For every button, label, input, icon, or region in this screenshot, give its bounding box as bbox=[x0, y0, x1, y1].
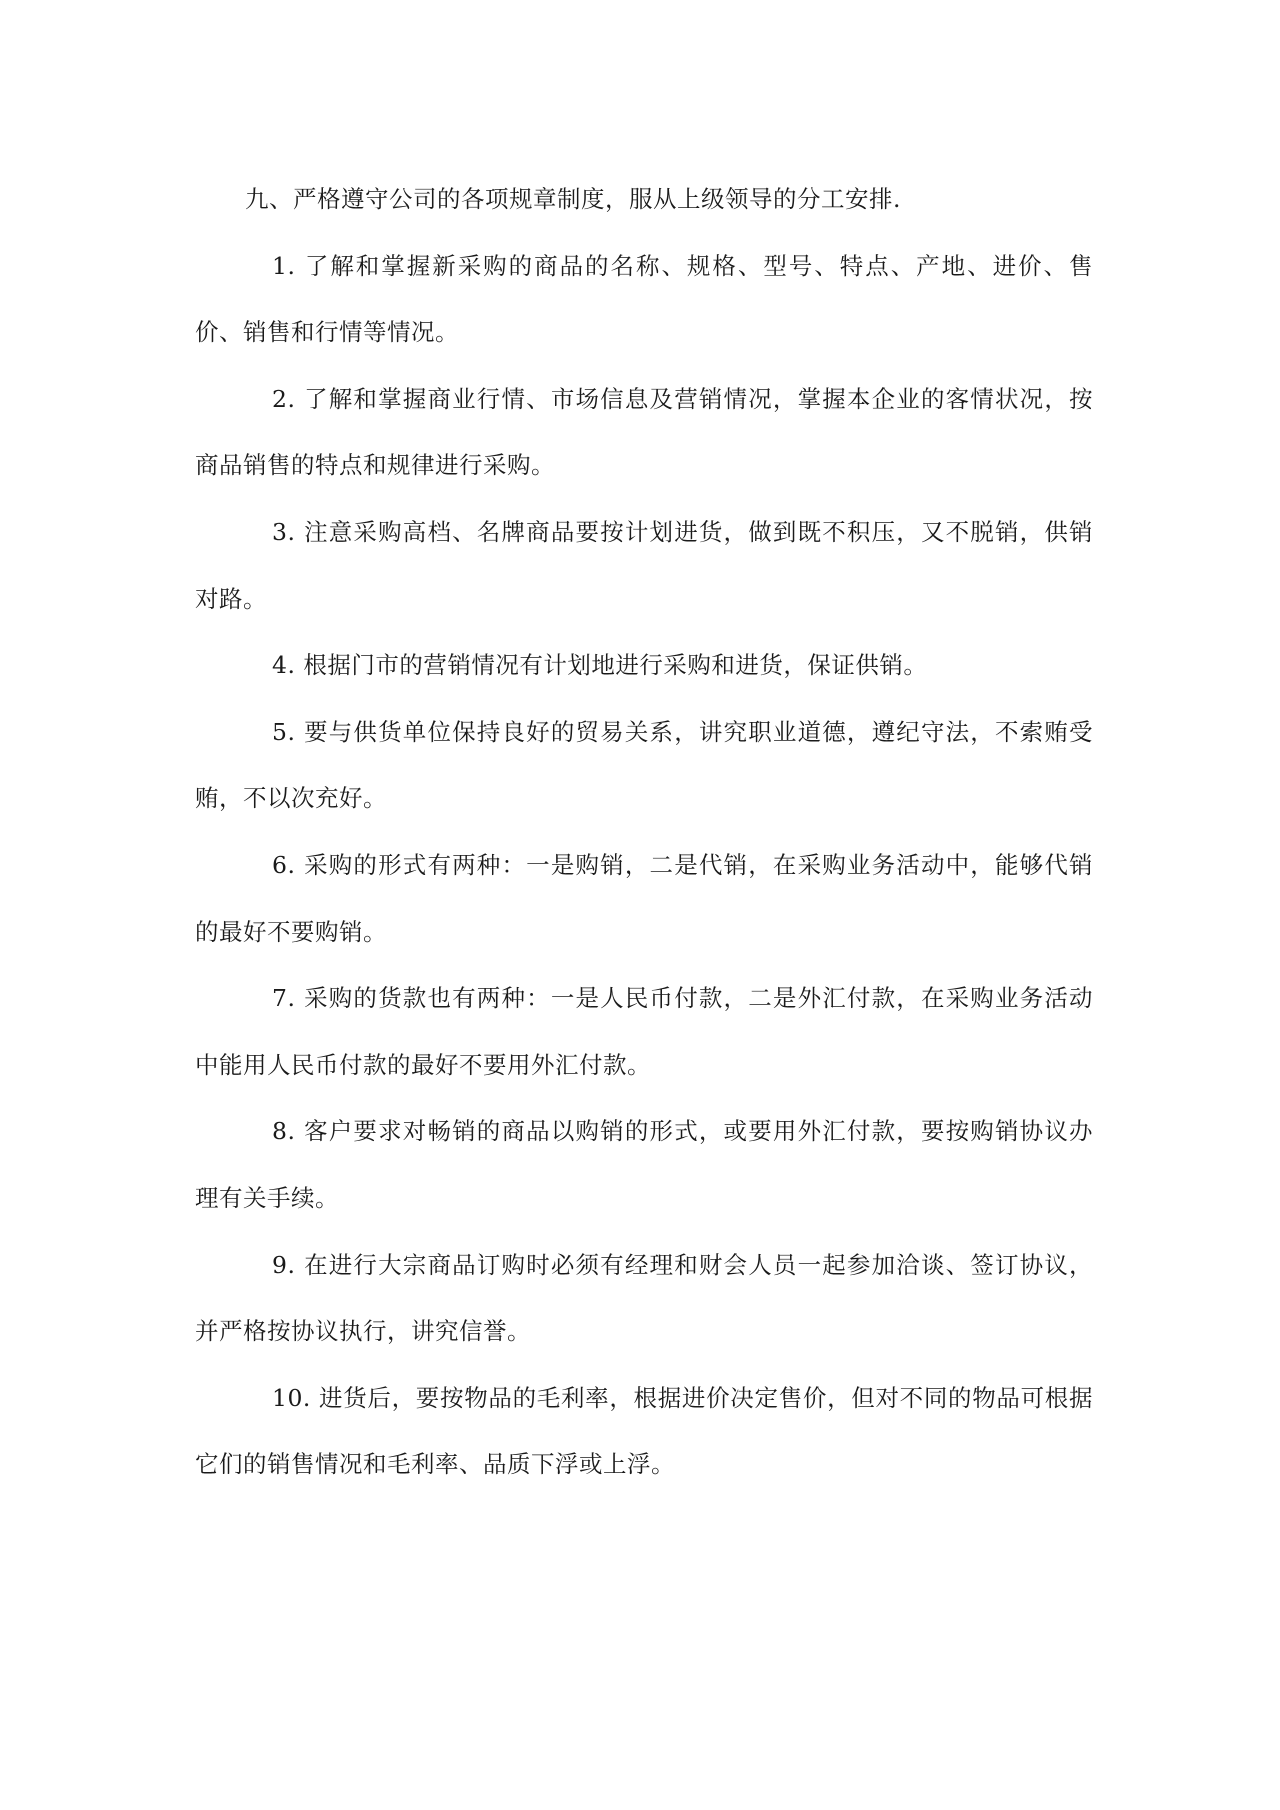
list-item-10: 10. 进货后，要按物品的毛利率，根据进价决定售价，但对不同的物品可根据它们的销售情况和毛利率、品质下浮或上浮。 bbox=[195, 1383, 1093, 1479]
list-item-5: 5. 要与供货单位保持良好的贸易关系，讲究职业道德，遵纪守法，不索贿受贿，不以次充好。 bbox=[195, 717, 1093, 813]
list-item-7: 7. 采购的货款也有两种：一是人民币付款，二是外汇付款，在采购业务活动中能用人民币付款的最好不要用外汇付款。 bbox=[195, 984, 1093, 1079]
section-heading: 九、严格遵守公司的各项规章制度，服从上级领导的分工安排. bbox=[245, 185, 901, 213]
list-item-8: 8. 客户要求对畅销的商品以购销的形式，或要用外汇付款，要按购销协议办理有关手续。 bbox=[195, 1117, 1093, 1212]
list-item-4: 4. 根据门市的营销情况有计划地进行采购和进货，保证供销。 bbox=[272, 651, 928, 680]
list-item-6: 6. 采购的形式有两种：一是购销，二是代销，在采购业务活动中，能够代销的最好不要购销。 bbox=[195, 850, 1093, 946]
list-item-3: 3. 注意采购高档、名牌商品要按计划进货，做到既不积压，又不脱销，供销对路。 bbox=[195, 517, 1093, 613]
list-item-1: 1. 了解和掌握新采购的商品的名称、规格、型号、特点、产地、进价、售价、销售和行情等情况。 bbox=[195, 251, 1093, 347]
document-body bbox=[195, 166, 1093, 1498]
list-item-2: 2. 了解和掌握商业行情、市场信息及营销情况，掌握本企业的客情状况，按商品销售的特点和规律进行采购。 bbox=[195, 384, 1093, 480]
list-item-9: 9. 在进行大宗商品订购时必须有经理和财会人员一起参加洽谈、签订协议，并严格按协议执行，讲究信誉。 bbox=[195, 1250, 1093, 1346]
